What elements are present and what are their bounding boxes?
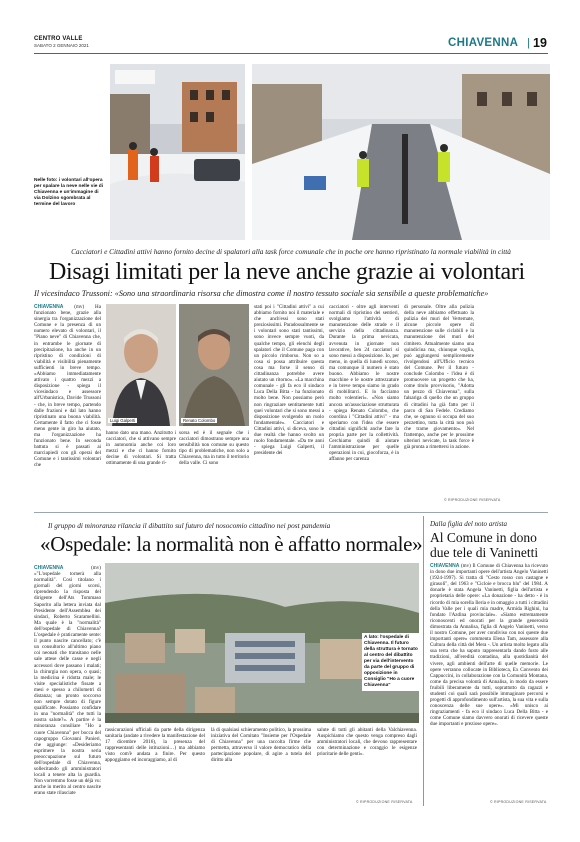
article2-copyright: © RIPRODUZIONE RISERVATA	[356, 800, 413, 804]
article3-text-1: (mv) Il Comune di Chiavenna ha ricevuto in dono due importanti opere dell'artista Angelo Vaninetti (1924-1997). Si tratta di "Cesto rosso con castagne e girasoli", del 1963 e "Cicloie e brocca blu" del 1984. A donarle è stata Angela Vaninetti, figlia dell'artista e proprietaria delle opere: «La donazione - ha detto - è in ricordo di mia sorella Ileria e in omaggio a tutti i cittadini della Valle per i quali mia madre, Armida Righini, ha fondato l'Azdina provinciale». «Siamo estremamente riconoscenti ed onorati per la grande generosità dimostrata da Annalisa, figlia di Angelo Vaninetti, verso il nostro Comune, per aver condiviso con noi queste due importanti opere» commenta Elena Tam, assessore alla Cultura della città del Mera -. Un artista molto legato alla sua terra che ha saputo rappresentarla dando fusto alle tradizioni, all'eredità contadina, alla quotidianità del vivere, agli ambienti dell'arte di quelle memorie. Le opere verranno collocate in Biblioteca, Ex Convento dei Cappuccini, in collaborazione con la Comunità Montana, come da precisa volontà di Annalisa, in modo da essere fruibili liberamente da tutti, soprattutto da ragazzi e studenti coi quali sarà possibile immaginare percorsi e progetti di approfondimento sull'artista, la sua vita e sulla conoscenza delle sue opere». «Mi unisco ai ringraziamenti - fa eco il sindaco Luca Della Bitta - e come Comune siamo davvero onorati di ricevere queste due importanti e preziose opere».	[430, 563, 548, 728]
article1-location: CHIAVENNA	[34, 304, 64, 310]
article3-copyright: © RIPRODUZIONE RISERVATA	[490, 800, 547, 804]
article3-headline: Al Comune in dono due tele di Vaninetti	[430, 530, 539, 560]
article1-column-4: stati poi i "Cittadini attivi" a cui abbiamo fornito noi il materiale e che anch'essi sono stati preziosissimi. Paradossalmente se i volontari sono stati tantissimi, sono invece sempre vuoti, da qualche tempo, gli elenchi degli spalatori che il Comune paga con un piccolo rimborso. Non so a cosa si possa attribuire questa cosa ma forse il senso di cittadinanza potrebbe avere aiutato un ritorno». «La macchina comunale - gli fa eco il sindaco Luca Della Bitta - ha funzionato molto bene. Non possiamo però non ringraziare sentitamente tutti quei volontari che si sono messi a disposizione svolgendo un ruolo fondamentale». Cacciatori e Cittadini attivi, si diceva, sono le due realtà che hanno svolto un ruolo fondamentale. «Da tre anni - spiega Luigi Galperti, il presidente dei	[254, 304, 324, 457]
photo-snow-cleared-road	[252, 64, 550, 240]
page-number: 19	[533, 36, 547, 50]
article2-text-1: (mv) «"L'ospedale tornerà alla normalità". Così titolano i giornali del giorni scorsi, riprendendo la risposta del dirigente dell'Ats Tommaso Saporito alla lettera inviata dal Presidente dell'Assemblea dei sindaci, Roberto Scaramellini. Ma quale è la "normalità" dell'ospedale di Chiavenna? L'ospedale è praticamente sente: il punto nascite cancellato; c'è un consultorio all'ultimo piano coi neonati che transitano nelle sale attese delle casse e negli accessori dove passano i malati; la chirurgia non opera, o quasi; la medicina è ridotta male; le visite specialistiche fissate a mesi e spesso a chilometri di distanza; un pronto soccorso non sempre dotato di figure qualificate. Possiamo confidare in una "normalità" che tutti la nostra salute?». A partire è la minoranza consiliare "Ho a cuore Chiavenna" per bocca del capogruppo Giovanni Panieri, che aggiunge: «Desideriamo esprimere la nostra seria preoccupazione sul futuro dell'ospedale di Chiavenna, sollecitando gli amministratori locali a tenere alta la guardia. Non vorremmo fosse un déjà vu: anche in merito al centro nascite erano state rilasciate	[34, 565, 101, 797]
header-rule	[34, 53, 548, 54]
article1-kicker: Cacciatori e Cittadini attivi hanno fornito decine di spalatori alla task force comunale che in poche ore hanno ripristinato la normale viabilità in città	[71, 247, 511, 256]
article1-column-2: hanno dato una mano. Anzitutto i cacciatori, che si attivano sempre in autonomia anche coi loro mezzi e che ci hanno fornito decine di volontari. Si tratta ottimamente di una grande ri-	[106, 430, 176, 467]
section-divider	[34, 512, 548, 513]
article1-text-1: (mv) Ha funzionato bene, grazie alla sinergia tra l'organizzazione del Comune e la presenza di un numero elevato di volontari, il "Piano neve" di Chiavenna che, in entrambe le giornate di precipitazione, ha anche in un ripristino di condizioni di viabilità e visibilità pienamente sufficienti in breve tempo. «Abbiamo immediatamente attivato i quattro mezzi a disposizione - spiega il vicesindaco e assessore all'Urbanistica, Davide Trussoni - che, in breve tempo, partendo dalle frazioni e dal lato hanno ripristinato una buona viabilità. Certamente il fatto che ci fosse meno gente in giro ha aiutato, ma l'organizzazione ha funzionato bene. In seconda battuta si è passati ai marciapiedi con gli operai del Comune e i tantissimi volontari che	[34, 304, 101, 469]
article1-column-3: sorsa ed è il segnale che i cacciatori dimostrano sempre una sensibilità non comune su questo tipo di problematiche, non solo a Chiavenna, ma in tutto il territorio della valle. Ci sono	[179, 430, 249, 467]
article2-column-2: rassicurazioni ufficiali da parte della dirigenza sanitaria (andate a rivedere la manifestazione del 17 dicembre 2016), la presenza del rappresentanti delle istituzioni…) ma abbiamo visto com'è andata a finire. Per questo appoggiamo ed incoraggiamo, al di	[105, 727, 205, 764]
article2-kicker: Il gruppo di minoranza rilancia il dibattito sul futuro del nosocomio cittadino nei post pandemia	[48, 521, 331, 530]
article1-headline: Disagi limitati per la neve anche grazie ai volontari	[49, 259, 525, 285]
photo-caption-article1: Nelle foto: i volontari all'opera per spalare la neve nelle vie di Chiavenna e un'immagine di via Dolzino sgombrata al termine del lavoro	[34, 178, 104, 207]
article3-column-1	[430, 563, 548, 801]
article1-column-1	[34, 304, 101, 504]
article3-location: CHIAVENNA	[430, 563, 460, 569]
article2-headline: «Ospedale: la normalità non è affatto normale»	[40, 532, 423, 556]
photo-caption-article2: A lato: l'ospedale di Chiavenna. Il futuro della struttura è tornato al centro del dibattito per via dell'intervento da parte del gruppo di opposizione in Consiglio "Ho a cuore Chiavenna"	[362, 633, 422, 691]
article2-column-4: salute di tutti gli abitanti della Valchiavenna. Auspichiamo che questo venga compreso dagli amministratori locali, che devono rappresentare con determinazione e coraggio le esigenze prioritarie delle genti».	[317, 727, 417, 758]
column-divider	[423, 516, 424, 806]
header-separator: |	[527, 37, 530, 49]
article1-copyright: © RIPRODUZIONE RISERVATA	[444, 498, 501, 502]
photo-snow-volunteers-street	[110, 64, 245, 240]
portrait-luigi-galperti	[106, 304, 176, 426]
publication-date: SABATO 2 GENNAIO 2021	[34, 43, 89, 48]
article2-column-1	[34, 565, 101, 805]
article1-column-5: cacciatori - oltre agli interventi normali di ripristino dei sentieri, svolgiamo l'attività di manutenzione delle strade e il servizio della cittadinanza. Durante la prima nevicata, avvenuta in giornate non lavorative, ben 24 cacciatori si sono messi a disposizione. Io, per meno, in quella di lunedì scorso, ma comunque il numero è stato buono. Abbiamo le nostre macchine e le nostre attrezzature e in breve tempo siamo in grado di mobilitarci. E lo facciamo molto volentieri». «Non siamo ancora un'associazione strutturata - spiega Renato Colombo, che coordina i "Cittadini attivi" - ma speriamo con l'idea che essere cittadini significhi anche fare la propria parte per la collettività. Cerchiamo quindi di aiutare l'amministrazione per quelle operazioni in cui, giocoforza, è in affanno per carenza	[329, 304, 399, 463]
portrait-caption-2: Renato Colombo	[183, 418, 216, 423]
article1-column-6: di personale. Oltre alla pulizia della neve abbiamo effettuato la pulizia dei muri del Vertemate, alcune piccole opere di manutenzione sulle ciclabili e la manutenzione dei muri del cimitero. Attualmente siamo una quindicina ma, chiunque voglia, può aggiungersi semplicemente rivolgendosi all'Ufficio tecnico del Comune. Per il futuro - conclude Colombo - l'idea è di promuovere un progetto che ha, come titolo provvisorio, "Adotta un pezzo di Chiavenna", sulla falsariga di quello che un gruppo di cittadini ha già fatto per il parco di San Fedele. Crediamo che, se ognuno si occupa del suo pezzettino, tutta la città non può che trarne giovamento». Nel frattempo, anche per le prossime ulteriori nevicate, la task force è già pronta a rimettersi in azione.	[404, 304, 474, 451]
article2-location: CHIAVENNA	[34, 565, 64, 571]
article2-column-3: là di qualsiasi schieramento politico, la prossima iniziativa del Comitato "Insieme per l'Ospedale di Chiavenna" per una raccolta firme che permetta, attraverso il valore democratico della partecipazione popolare, di agire a tutela del diritto alla	[211, 727, 311, 764]
section-title: CHIAVENNA	[448, 37, 519, 49]
article3-kicker: Dalla figlia del noto artista	[430, 520, 508, 528]
publication-name: CENTRO VALLE	[34, 36, 83, 42]
portrait-caption-1: Luigi Galperti	[110, 418, 136, 423]
portrait-renato-colombo	[179, 304, 249, 426]
article1-subhead: Il vicesindaco Trussoni: «Sono una straordinaria risorsa che dimostra come il nostro tessuto sociale sia sensibile a queste problematiche»	[34, 289, 489, 298]
